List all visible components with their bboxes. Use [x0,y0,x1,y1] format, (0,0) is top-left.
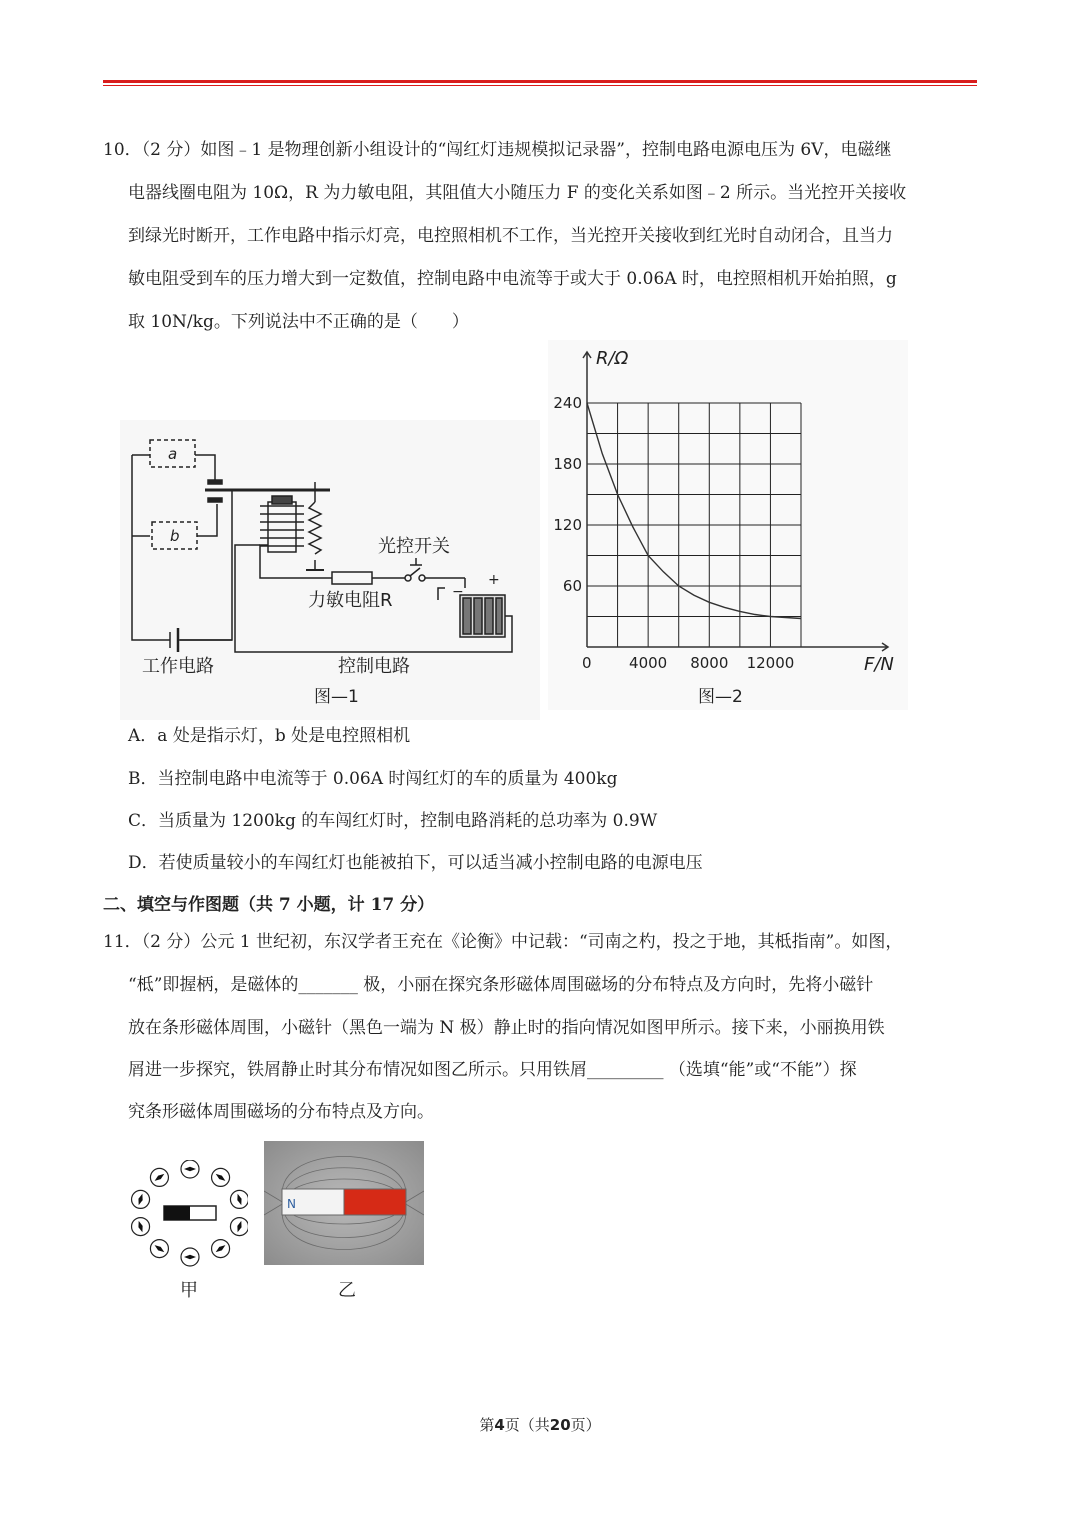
header-rule-top [103,80,977,83]
section-2-title: 二、填空与作图题（共 7 小题，计 17 分） [103,895,435,915]
figure2-caption: 图—2 [698,687,743,707]
magnet-mark: N [287,1197,296,1211]
compass [150,1168,168,1186]
compass [230,1218,248,1236]
compass [181,1248,199,1266]
q10-line-1: 10．（2 分）如图﹣1 是物理创新小组设计的“闯红灯违规模拟记录器”，控制电路电源电压为 6V，电磁继 [103,140,892,160]
option-d: D．若使质量较小的车闯红灯也能被拍下，可以适当减小控制电路的电源电压 [128,853,703,873]
compass [212,1240,230,1258]
option-c: C．当质量为 1200kg 的车闯红灯时，控制电路消耗的总功率为 0.9W [128,811,658,831]
magnet-red-half [344,1189,406,1215]
footer-mid: 页（共 [504,1416,550,1434]
x-tick-label: 4000 [629,654,668,672]
footer-prefix: 第 [479,1416,495,1434]
resistance-force-chart [548,340,908,710]
footer-page-number: 4 [494,1416,505,1434]
y-tick-label: 180 [553,455,582,473]
label-b: b [170,527,180,545]
compass-figure [128,1160,248,1270]
q11-line-3: 放在条形磁体周围，小磁针（黑色一端为 N 极）静止时的指向情况如图甲所示。接下来，小丽换用铁 [128,1018,885,1038]
q11-line-5: 究条形磁体周围磁场的分布特点及方向。 [128,1102,434,1122]
q11-line-4: 屑进一步探究，铁屑静止时其分布情况如图乙所示。只用铁屑_________ （选填“能”或“不能”）探 [128,1060,857,1080]
q10-line-5: 取 10N/kg。下列说法中不正确的是（ ） [128,312,469,332]
compass [132,1190,150,1208]
plus-sign: + [488,572,500,588]
q10-line-4: 敏电阻受到车的压力增大到一定数值，控制电路中电流等于或大于 0.06A 时，电控照相机开始拍照，g [128,269,897,289]
option-b: B．当控制电路中电流等于 0.06A 时闯红灯的车的质量为 400kg [128,769,618,789]
y-tick-label: 60 [562,577,582,595]
figure-yi-label: 乙 [338,1280,356,1301]
footer-total-pages: 20 [549,1416,571,1434]
page-footer [0,1414,1080,1435]
work-circuit-label: 工作电路 [142,656,214,677]
y-axis-label: R/Ω [596,348,629,369]
header-rule-bottom [103,85,977,86]
q10-line-2: 电器线圈电阻为 10Ω，R 为力敏电阻，其阻值大小随压力 F 的变化关系如图﹣2 所示。当光控开关接收 [128,183,907,203]
x-tick-label: 12000 [746,654,795,672]
iron-filings-photo [264,1141,424,1265]
q11-line-1: 11．（2 分）公元 1 世纪初，东汉学者王充在《论衡》中记载：“司南之杓，投之于地，其柢指南”。如图， [103,932,903,952]
label-a: a [168,445,178,463]
x-axis-label: F/N [864,654,894,675]
figure-jia-label: 甲 [180,1280,198,1301]
compass [150,1240,168,1258]
q11-line-2: “柢”即握柄，是磁体的_______ 极，小丽在探究条形磁体周围磁场的分布特点及方向时，先将小磁针 [128,975,874,995]
compass [181,1160,199,1178]
resistor-label: 力敏电阻R [308,590,393,611]
minus-sign: − [452,584,464,600]
compass [230,1190,248,1208]
bar-magnet-black-end [164,1206,190,1220]
origin-label: 0 [582,654,592,672]
compass [212,1168,230,1186]
control-circuit-label: 控制电路 [338,656,410,677]
switch-label: 光控开关 [378,536,450,557]
x-tick-label: 8000 [690,654,729,672]
compass [132,1218,150,1236]
figure1-caption: 图—1 [314,687,359,707]
y-tick-label: 120 [553,516,582,534]
y-tick-label: 240 [553,394,582,412]
q10-line-3: 到绿光时断开，工作电路中指示灯亮，电控照相机不工作，当光控开关接收到红光时自动闭合，且当力 [128,226,893,246]
option-a: A．a 处是指示灯，b 处是电控照相机 [128,726,411,746]
circuit-figure [120,420,540,720]
footer-suffix: 页） [570,1416,601,1434]
